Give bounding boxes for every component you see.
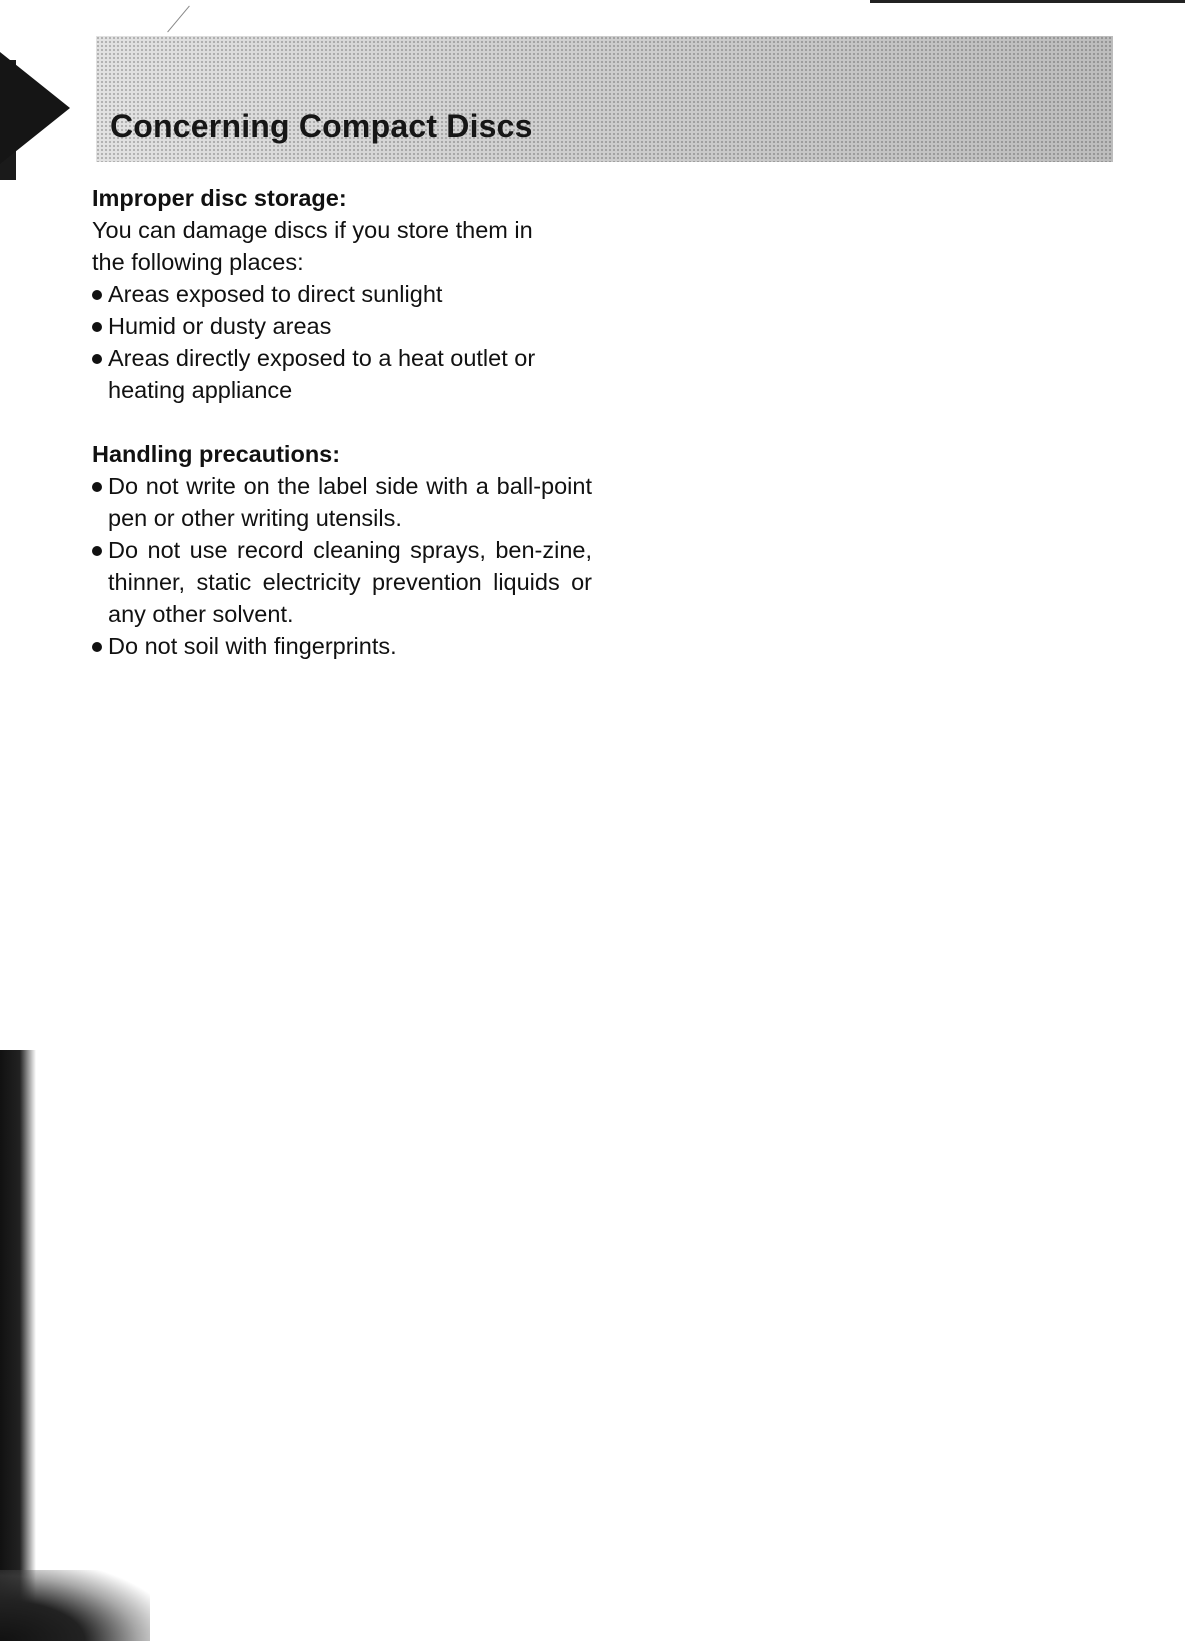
bullet-icon	[92, 290, 102, 300]
list-item	[92, 630, 592, 662]
scan-artifact-bottom-corner	[0, 1570, 150, 1641]
list-item-text: Do not write on the label side with a ball-point pen or other writing utensils.	[108, 473, 592, 531]
handling-list	[92, 470, 592, 662]
list-item-text: Areas directly exposed to a heat outlet or heating appliance	[108, 345, 536, 403]
list-item-text: Do not soil with fingerprints.	[108, 633, 397, 659]
list-item	[92, 342, 592, 406]
scan-artifact-left-edge	[0, 1050, 36, 1641]
bullet-icon	[92, 322, 102, 332]
scan-artifact-top-line	[870, 0, 1185, 3]
bullet-icon	[92, 642, 102, 652]
list-item	[92, 278, 592, 310]
bullet-icon	[92, 354, 102, 364]
list-item-text: Areas exposed to direct sunlight	[108, 281, 443, 307]
storage-intro-line-2: the following places:	[92, 249, 304, 275]
list-item	[92, 470, 592, 534]
list-item	[92, 534, 592, 630]
bullet-icon	[92, 482, 102, 492]
handling-heading: Handling precautions:	[92, 441, 341, 467]
storage-list	[92, 278, 592, 406]
scan-artifact-slash	[167, 6, 190, 33]
scan-artifact-top-mark	[0, 52, 70, 164]
bullet-icon	[92, 546, 102, 556]
page-title: Concerning Compact Discs	[110, 108, 533, 144]
list-item	[92, 310, 592, 342]
storage-heading: Improper disc storage:	[92, 185, 347, 211]
document-body	[92, 182, 592, 662]
list-item-text: Humid or dusty areas	[108, 313, 332, 339]
list-item-text: Do not use record cleaning sprays, ben-zine, thinner, static electricity prevention liquids or any other solvent.	[108, 537, 592, 627]
section-spacer	[92, 406, 592, 438]
storage-intro-line-1: You can damage discs if you store them in	[92, 217, 533, 243]
